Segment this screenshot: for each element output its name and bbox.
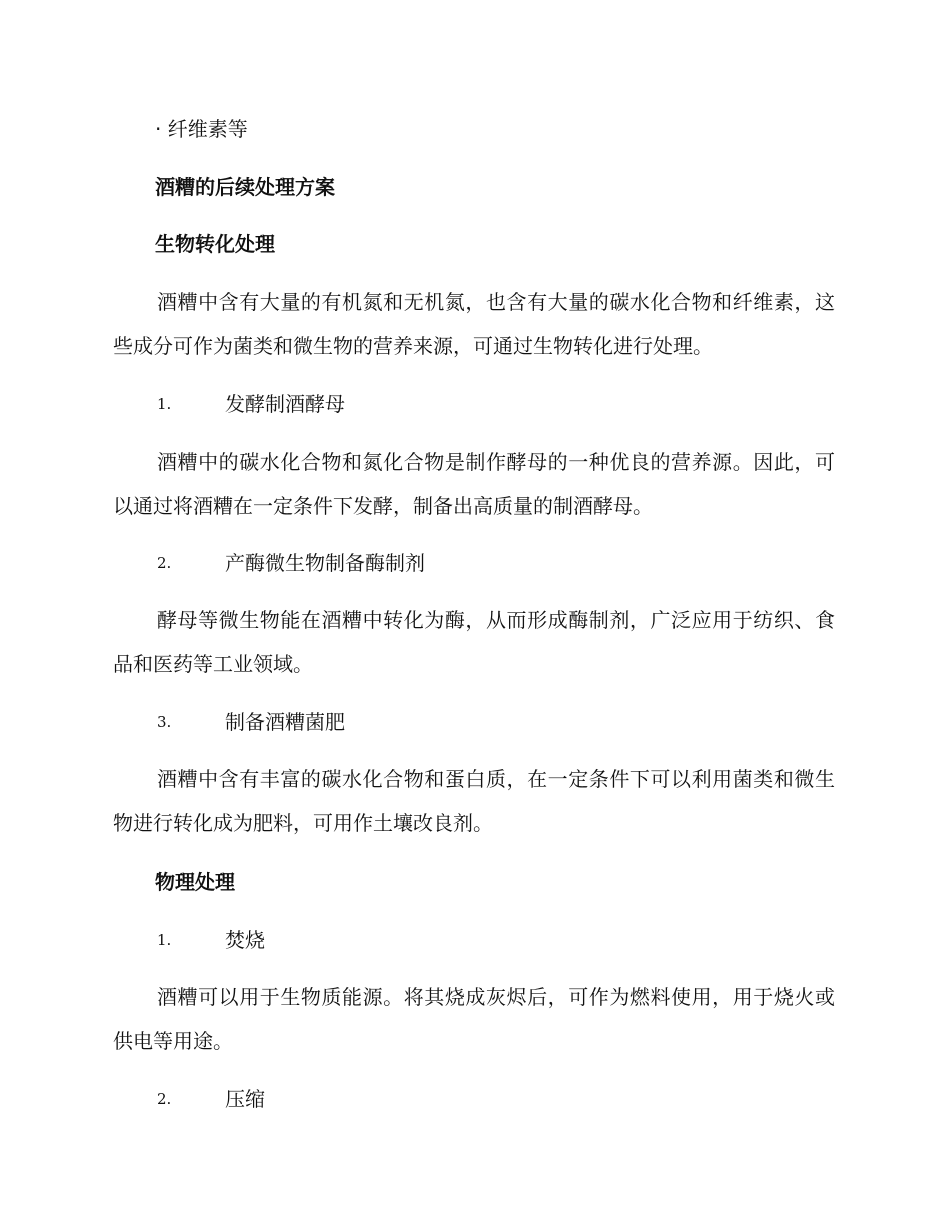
- bio-item-1-number: 1.: [157, 395, 172, 413]
- bio-item-3-paragraph: 酒糟中含有丰富的碳水化合物和蛋白质，在一定条件下可以利用菌类和微生物进行转化成为肥料，可用作土壤改良剂。: [113, 767, 835, 835]
- phys-item-1-number: 1.: [157, 931, 172, 949]
- bio-item-2-number: 2.: [157, 554, 172, 572]
- bio-intro-paragraph: 酒糟中含有大量的有机氮和无机氮，也含有大量的碳水化合物和纤维素，这些成分可作为菌类和微生物的营养来源，可通过生物转化进行处理。: [113, 290, 835, 358]
- bio-heading: 生物转化处理: [155, 232, 275, 256]
- bio-item-2-title: 产酶微生物制备酶制剂: [225, 551, 425, 575]
- bio-item-2-paragraph: 酵母等微生物能在酒糟中转化为酶，从而形成酶制剂，广泛应用于纺织、食品和医药等工业领域。: [113, 608, 835, 676]
- phys-item-1-paragraph: 酒糟可以用于生物质能源。将其烧成灰烬后，可作为燃料使用，用于烧火或供电等用途。: [113, 985, 835, 1053]
- bio-item-1-title: 发酵制酒酵母: [225, 392, 345, 416]
- bullet-item: · 纤维素等: [155, 117, 248, 141]
- phys-item-2-title: 压缩: [225, 1087, 265, 1111]
- bio-item-3-title: 制备酒糟菌肥: [225, 710, 345, 734]
- phys-heading: 物理处理: [155, 870, 235, 894]
- bio-item-1-paragraph: 酒糟中的碳水化合物和氮化合物是制作酵母的一种优良的营养源。因此，可以通过将酒糟在一定条件下发酵，制备出高质量的制酒酵母。: [113, 450, 835, 518]
- section-title: 酒糟的后续处理方案: [155, 175, 335, 199]
- bio-item-3-number: 3.: [157, 713, 172, 731]
- phys-item-2-number: 2.: [157, 1090, 172, 1108]
- phys-item-1-title: 焚烧: [225, 928, 265, 952]
